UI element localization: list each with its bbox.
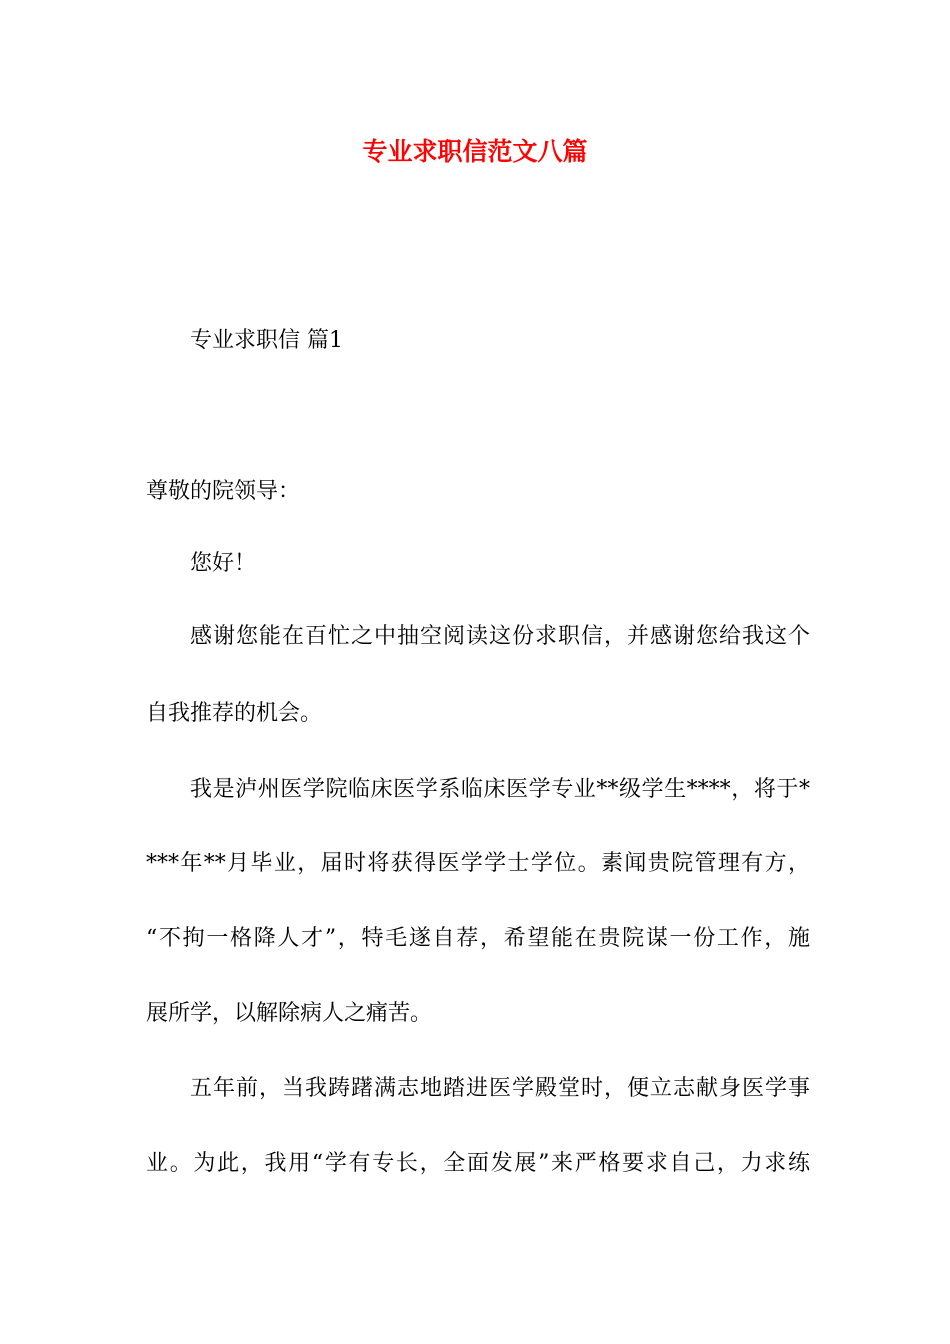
body-line: 自我推荐的机会。 — [146, 701, 323, 726]
body-line: 展所学，以解除病人之痛苦。 — [146, 1001, 433, 1026]
greeting: 您好！ — [190, 551, 257, 576]
body-line: ***年**月毕业，届时将获得医学学士学位。素闻贵院管理有方， — [146, 851, 810, 876]
body-line: 感谢您能在百忙之中抽空阅读这份求职信，并感谢您给我这个 — [190, 624, 810, 649]
body-line: 五年前，当我踌躇满志地踏进医学殿堂时，便立志献身医学事 — [190, 1076, 810, 1101]
body-line: 业。为此，我用“学有专长，全面发展”来严格要求自己，力求练 — [146, 1151, 810, 1176]
document-title: 专业求职信范文八篇 — [362, 137, 588, 166]
body-line: 我是泸州医学院临床医学系临床医学专业**级学生****，将于* — [190, 777, 810, 802]
body-line: “不拘一格降人才”，特毛遂自荐，希望能在贵院谋一份工作，施 — [146, 926, 810, 951]
section-heading: 专业求职信 篇1 — [190, 328, 343, 353]
salutation: 尊敬的院领导： — [146, 479, 301, 504]
